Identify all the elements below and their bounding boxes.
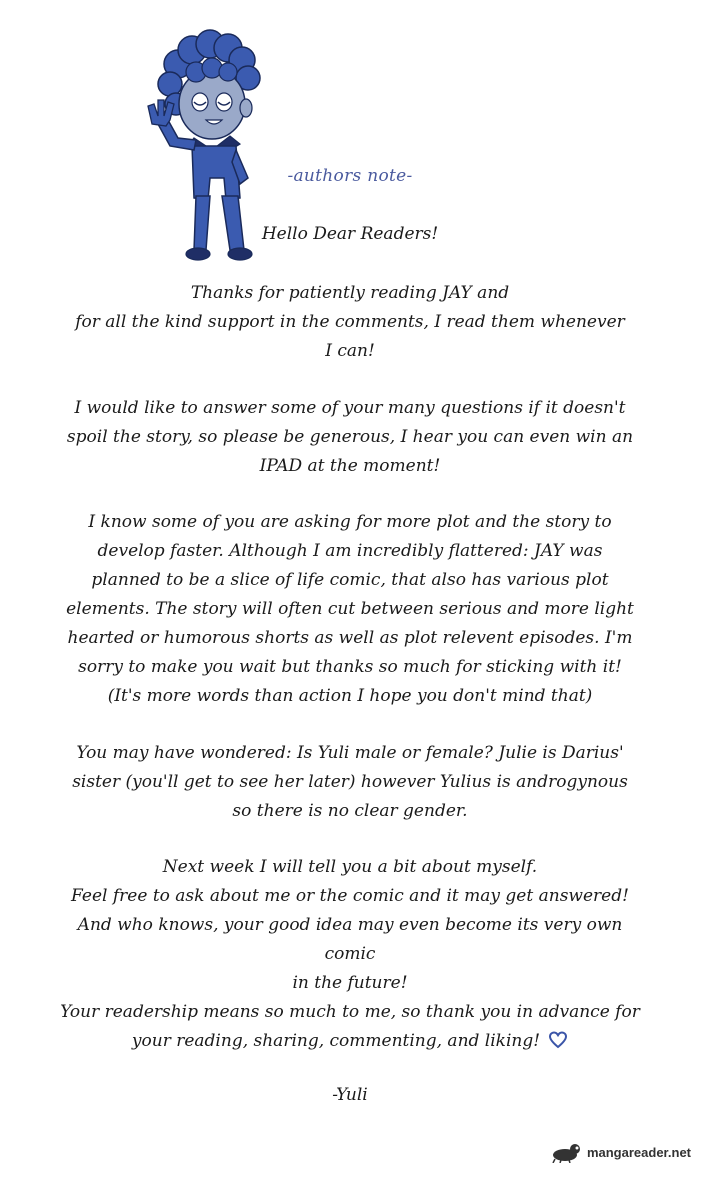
signature: -Yuli (332, 1085, 368, 1105)
mangareader-logo-icon (551, 1141, 585, 1163)
heart-icon (548, 1030, 568, 1050)
site-watermark (551, 1141, 691, 1163)
paragraph-gender: You may have wondered: Is Yuli male or female? Julie is Darius' sister (you'll get to see her later) however Yulius is androgynous so there is no clear gender. (72, 743, 628, 821)
authors-note-title: -authors note- (287, 166, 413, 186)
paragraph-readership-text: Your readership means so much to me, so thank you in advance for your reading, sharing, commenting, and liking! (60, 1002, 640, 1051)
paragraph-plot: I know some of you are asking for more plot and the story to develop faster. Although I am incredibly flattered: JAY was planned to be a slice of life comic, that also has various plot elements. The story will often cut between serious and more light hearted or humorous shorts as well as plot relevent episodes. I'm sorry to make you wait but thanks so much for sticking with it! (It's more words than action I hope you don't mind that) (66, 512, 634, 706)
greeting-line: Hello Dear Readers! (261, 224, 439, 244)
paragraph-thanks: Thanks for patiently reading JAY and for all the kind support in the comments, I read them whenever I can! (75, 283, 625, 361)
paragraph-readership (50, 998, 650, 1056)
paragraph-questions: I would like to answer some of your many questions if it doesn't spoil the story, so please be generous, I hear you can even win an IPAD at the moment! (66, 398, 634, 476)
watermark-text: mangareader.net (586, 1144, 691, 1160)
paragraph-next-week: Next week I will tell you a bit about myself. Feel free to ask about me or the comic and it may get answered! And who knows, your good idea may even become its very own comic in the future! (71, 857, 629, 993)
